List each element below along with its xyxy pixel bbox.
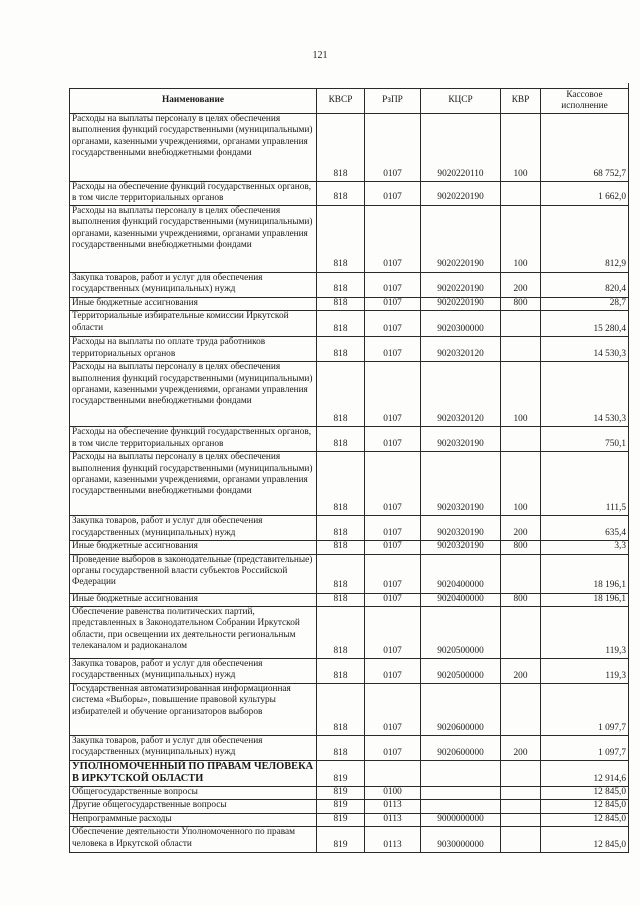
row-kvsr: 819 — [317, 787, 365, 800]
row-kcsr: 9020220110 — [421, 114, 501, 182]
row-kvr — [501, 684, 541, 736]
row-name: Расходы на обеспечение функций государственных органов, в том числе территориальных органов — [70, 427, 317, 452]
row-amount: 18 196,1 — [541, 554, 629, 593]
row-kvr — [501, 813, 541, 826]
row-name: Закупка товаров, работ и услуг для обеспечения государственных (муниципальных) нужд — [70, 659, 317, 684]
row-kvsr: 818 — [317, 311, 365, 337]
row-amount: 1 097,7 — [541, 684, 629, 736]
row-kcsr: 9020400000 — [421, 554, 501, 593]
row-name: Обеспечение деятельности Уполномоченного по правам человека в Иркутской области — [70, 827, 317, 853]
row-kvsr: 818 — [317, 362, 365, 427]
table-row — [70, 659, 629, 684]
row-kvr: 800 — [501, 541, 541, 554]
row-rzpr: 0107 — [365, 337, 421, 362]
row-amount: 14 530,3 — [541, 337, 629, 362]
table-row — [70, 337, 629, 362]
row-name: Иные бюджетные ассигнования — [70, 541, 317, 554]
row-name: Государственная автоматизированная информационная система «Выборы», повышение правовой культуры избирателей и обучение организаторов выборов — [70, 684, 317, 736]
row-kcsr: 9020320120 — [421, 362, 501, 427]
row-kvr — [501, 182, 541, 206]
row-rzpr: 0113 — [365, 813, 421, 826]
row-kvsr: 818 — [317, 272, 365, 297]
row-kvr: 200 — [501, 659, 541, 684]
row-rzpr: 0107 — [365, 311, 421, 337]
row-kvr: 100 — [501, 362, 541, 427]
row-rzpr: 0107 — [365, 593, 421, 606]
header-kcsr: КЦСР — [421, 89, 501, 114]
row-kcsr: 9020400000 — [421, 593, 501, 606]
row-kvr: 800 — [501, 297, 541, 310]
row-rzpr: 0107 — [365, 554, 421, 593]
row-amount: 820,4 — [541, 272, 629, 297]
row-rzpr: 0107 — [365, 427, 421, 452]
table-row — [70, 311, 629, 337]
row-kvr — [501, 607, 541, 659]
table-row — [70, 800, 629, 813]
row-rzpr: 0107 — [365, 607, 421, 659]
row-kvr — [501, 787, 541, 800]
header-rzpr: РзПР — [365, 89, 421, 114]
row-kvsr: 819 — [317, 827, 365, 853]
row-kvr: 200 — [501, 736, 541, 761]
row-amount: 119,3 — [541, 659, 629, 684]
row-name: Непрограммные расходы — [70, 813, 317, 826]
row-kvr — [501, 311, 541, 337]
row-kcsr: 9020220190 — [421, 182, 501, 206]
row-amount: 15 280,4 — [541, 311, 629, 337]
row-name: Расходы на выплаты персоналу в целях обеспечения выполнения функций государственными (муниципальными) органами, казенными учреждениями, органами управления государственными внебюджетными фондами — [70, 452, 317, 516]
row-rzpr: 0107 — [365, 659, 421, 684]
row-kvsr: 819 — [317, 813, 365, 826]
row-kvr: 100 — [501, 114, 541, 182]
header-name: Наименование — [70, 89, 317, 114]
row-amount: 750,1 — [541, 427, 629, 452]
row-kvsr: 819 — [317, 800, 365, 813]
row-amount: 14 530,3 — [541, 362, 629, 427]
table-row — [70, 516, 629, 541]
row-kcsr: 9020220190 — [421, 272, 501, 297]
row-rzpr: 0107 — [365, 205, 421, 272]
row-kcsr: 9030000000 — [421, 827, 501, 853]
table-row — [70, 205, 629, 272]
row-kcsr: 9020320120 — [421, 337, 501, 362]
row-kvr — [501, 427, 541, 452]
row-kvr: 100 — [501, 452, 541, 516]
row-kvsr: 818 — [317, 593, 365, 606]
row-kvr: 200 — [501, 272, 541, 297]
row-amount: 28,7 — [541, 297, 629, 310]
row-amount: 12 845,0 — [541, 787, 629, 800]
row-name: Обеспечение равенства политических партий, представленных в Законодательном Собрании Иркутской области, при освещении их деятельности региональным телеканалом и радиоканалом — [70, 607, 317, 659]
table-row — [70, 452, 629, 516]
table-row — [70, 272, 629, 297]
row-kcsr — [421, 800, 501, 813]
row-kcsr: 9020500000 — [421, 607, 501, 659]
row-amount: 1 662,0 — [541, 182, 629, 206]
row-kvsr: 818 — [317, 427, 365, 452]
row-amount: 18 196,1 — [541, 593, 629, 606]
table-row — [70, 593, 629, 606]
table-row — [70, 787, 629, 800]
table-row — [70, 761, 629, 787]
row-name: Закупка товаров, работ и услуг для обеспечения государственных (муниципальных) нужд — [70, 272, 317, 297]
row-rzpr: 0107 — [365, 452, 421, 516]
row-name: Общегосударственные вопросы — [70, 787, 317, 800]
row-name: Расходы на обеспечение функций государственных органов, в том числе территориальных органов — [70, 182, 317, 206]
row-rzpr: 0107 — [365, 297, 421, 310]
row-rzpr: 0100 — [365, 787, 421, 800]
row-kvsr: 818 — [317, 516, 365, 541]
table-row — [70, 827, 629, 853]
row-name: Другие общегосударственные вопросы — [70, 800, 317, 813]
row-kvsr: 819 — [317, 761, 365, 787]
row-amount: 1 097,7 — [541, 736, 629, 761]
row-kvsr: 818 — [317, 554, 365, 593]
table-row — [70, 554, 629, 593]
row-name: Закупка товаров, работ и услуг для обеспечения государственных (муниципальных) нужд — [70, 736, 317, 761]
table-row — [70, 736, 629, 761]
row-amount: 3,3 — [541, 541, 629, 554]
table-row — [70, 607, 629, 659]
row-rzpr: 0107 — [365, 114, 421, 182]
row-kcsr: 9020320190 — [421, 427, 501, 452]
row-rzpr: 0107 — [365, 182, 421, 206]
row-amount: 635,4 — [541, 516, 629, 541]
row-kvr — [501, 761, 541, 787]
row-amount: 12 845,0 — [541, 813, 629, 826]
row-name: Расходы на выплаты персоналу в целях обеспечения выполнения функций государственными (муниципальными) органами, казенными учреждениями, органами управления государственными внебюджетными фондами — [70, 362, 317, 427]
budget-execution-table — [69, 88, 629, 853]
row-rzpr — [365, 761, 421, 787]
row-name: Расходы на выплаты персоналу в целях обеспечения выполнения функций государственными (муниципальными) органами, казенными учреждениями, органами управления государственными внебюджетными фондами — [70, 114, 317, 182]
row-kcsr — [421, 761, 501, 787]
row-kvsr: 818 — [317, 607, 365, 659]
row-kvr: 100 — [501, 205, 541, 272]
row-kvsr: 818 — [317, 182, 365, 206]
row-kvr — [501, 554, 541, 593]
row-name: Территориальные избирательные комиссии Иркутской области — [70, 311, 317, 337]
row-kcsr: 9020220190 — [421, 205, 501, 272]
row-rzpr: 0107 — [365, 272, 421, 297]
row-kvr: 200 — [501, 516, 541, 541]
row-amount: 68 752,7 — [541, 114, 629, 182]
row-amount: 12 845,0 — [541, 800, 629, 813]
row-kcsr: 9020320190 — [421, 516, 501, 541]
row-rzpr: 0107 — [365, 541, 421, 554]
row-kvsr: 818 — [317, 736, 365, 761]
row-kvsr: 818 — [317, 297, 365, 310]
row-kvsr: 818 — [317, 452, 365, 516]
row-rzpr: 0107 — [365, 516, 421, 541]
row-name: Закупка товаров, работ и услуг для обеспечения государственных (муниципальных) нужд — [70, 516, 317, 541]
row-amount: 12 914,6 — [541, 761, 629, 787]
header-kvsr: КВСР — [317, 89, 365, 114]
row-kvsr: 818 — [317, 684, 365, 736]
row-kvsr: 818 — [317, 541, 365, 554]
row-kvsr: 818 — [317, 659, 365, 684]
table-row — [70, 813, 629, 826]
row-kvsr: 818 — [317, 205, 365, 272]
table-row — [70, 297, 629, 310]
row-kcsr: 9020320190 — [421, 452, 501, 516]
row-amount: 12 845,0 — [541, 827, 629, 853]
header-kvr: КВР — [501, 89, 541, 114]
row-name: Расходы на выплаты персоналу в целях обеспечения выполнения функций государственными (муниципальными) органами, казенными учреждениями, органами управления государственными внебюджетными фондами — [70, 205, 317, 272]
row-kcsr: 9000000000 — [421, 813, 501, 826]
row-rzpr: 0113 — [365, 800, 421, 813]
row-amount: 111,5 — [541, 452, 629, 516]
table-row — [70, 114, 629, 182]
table-row — [70, 182, 629, 206]
row-kcsr: 9020500000 — [421, 659, 501, 684]
row-kvr — [501, 827, 541, 853]
table-row — [70, 362, 629, 427]
row-kcsr: 9020300000 — [421, 311, 501, 337]
row-kvsr: 818 — [317, 114, 365, 182]
row-rzpr: 0107 — [365, 736, 421, 761]
table-row — [70, 684, 629, 736]
row-amount: 812,9 — [541, 205, 629, 272]
row-kvr — [501, 800, 541, 813]
row-name: Иные бюджетные ассигнования — [70, 297, 317, 310]
row-kcsr: 9020600000 — [421, 684, 501, 736]
row-kvsr: 818 — [317, 337, 365, 362]
row-kvr: 800 — [501, 593, 541, 606]
table-header-row — [70, 89, 629, 114]
row-name: Иные бюджетные ассигнования — [70, 593, 317, 606]
table-body — [70, 114, 629, 853]
row-kcsr: 9020600000 — [421, 736, 501, 761]
table-row — [70, 541, 629, 554]
row-kcsr: 9020320190 — [421, 541, 501, 554]
row-rzpr: 0113 — [365, 827, 421, 853]
table-row — [70, 427, 629, 452]
page-number: 121 — [312, 50, 328, 61]
row-kcsr — [421, 787, 501, 800]
row-rzpr: 0107 — [365, 684, 421, 736]
row-kvr — [501, 337, 541, 362]
row-name: УПОЛНОМОЧЕННЫЙ ПО ПРАВАМ ЧЕЛОВЕКА В ИРКУТСКОЙ ОБЛАСТИ — [70, 761, 317, 787]
row-name: Проведение выборов в законодательные (представительные) органы государственной власти субъектов Российской Федерации — [70, 554, 317, 593]
header-amount: Кассовое исполнение — [541, 89, 629, 114]
row-amount: 119,3 — [541, 607, 629, 659]
row-kcsr: 9020220190 — [421, 297, 501, 310]
row-rzpr: 0107 — [365, 362, 421, 427]
row-name: Расходы на выплаты по оплате труда работников территориальных органов — [70, 337, 317, 362]
